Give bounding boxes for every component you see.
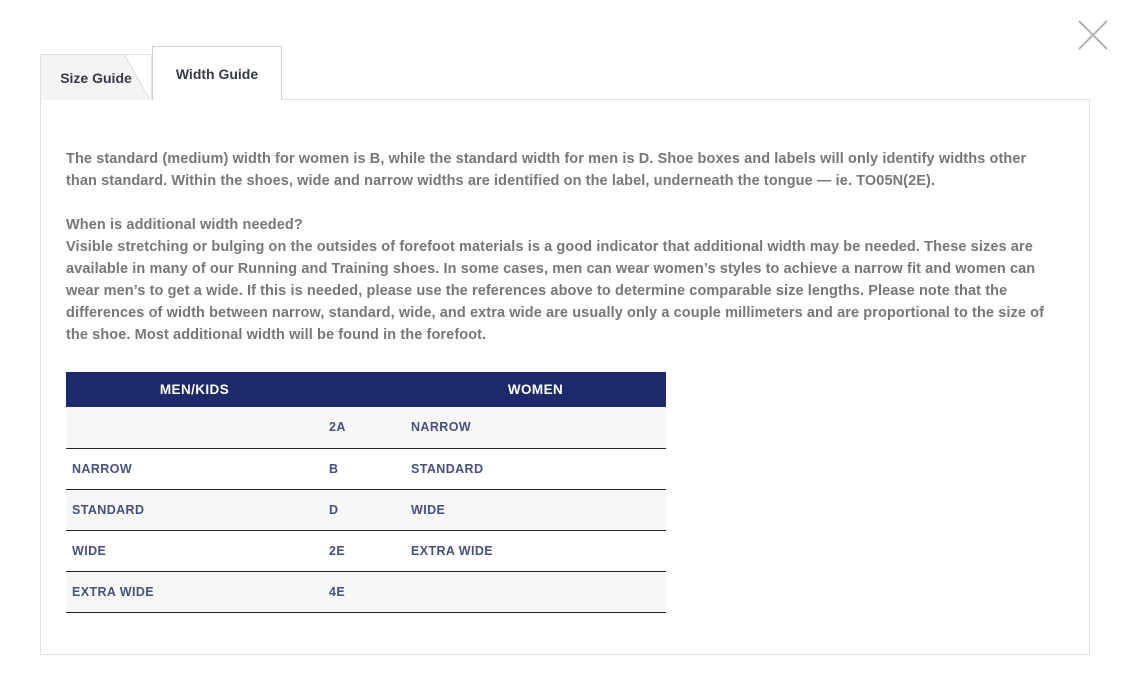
close-button[interactable]	[1074, 16, 1112, 54]
width-guide-panel	[40, 99, 1090, 655]
cell-width-code: 4E	[329, 584, 346, 599]
cell-women-label	[405, 571, 666, 612]
header-men-kids: MEN/KIDS	[159, 382, 230, 397]
close-icon	[1075, 17, 1111, 53]
tab-fold-decoration	[125, 55, 151, 100]
header-spacer	[323, 372, 405, 407]
table-row	[66, 530, 666, 571]
cell-width-code: 2E	[329, 543, 346, 558]
tab-size-guide[interactable]	[40, 54, 152, 100]
cell-men-label: STANDARD	[72, 502, 145, 517]
body-paragraph: Visible stretching or bulging on the outsides of forefoot materials is a good indicator that additional width may be needed. These sizes are available in many of our Running and Training shoes. In some cases, men can wear women’s styles to achieve a narrow fit and women can wear men’s to get a wide. If this is needed, please use the references above to determine comparable size lengths. Please note that the differences of width between narrow, standard, wide, and extra wide are usually only a couple millimeters and are proportional to the size of the shoe. Most additional width will be found in the forefoot.	[66, 239, 1045, 343]
cell-width-code: 2A	[329, 420, 346, 435]
intro-paragraph: The standard (medium) width for women is B, while the standard width for men is D. Shoe boxes and labels will only identify widths other than standard. Within the shoes, wide and narrow widths are identified on the label, underneath the tongue — ie. TO05N(2E).	[66, 151, 1027, 189]
table-row	[66, 489, 666, 530]
cell-width-code: D	[329, 502, 339, 517]
cell-men-label: NARROW	[72, 461, 133, 476]
cell-men-label	[66, 407, 323, 448]
table-row	[66, 448, 666, 489]
table-header-row	[66, 372, 666, 407]
cell-width-code: B	[329, 461, 339, 476]
cell-women-label: STANDARD	[411, 461, 484, 476]
tab-width-guide-label: Width Guide	[175, 65, 259, 82]
table-row	[66, 571, 666, 612]
table-row	[66, 407, 666, 448]
cell-men-label: EXTRA WIDE	[72, 584, 155, 599]
tab-width-guide[interactable]	[152, 46, 282, 100]
cell-men-label: WIDE	[72, 543, 107, 558]
header-women: WOMEN	[507, 382, 564, 397]
guide-tabs	[40, 46, 282, 100]
cell-women-label: NARROW	[411, 420, 472, 435]
question-heading: When is additional width needed?	[66, 217, 303, 233]
cell-women-label: WIDE	[411, 502, 446, 517]
cell-women-label: EXTRA WIDE	[411, 543, 494, 558]
width-comparison-table	[66, 372, 666, 613]
tab-size-guide-label: Size Guide	[60, 69, 132, 86]
